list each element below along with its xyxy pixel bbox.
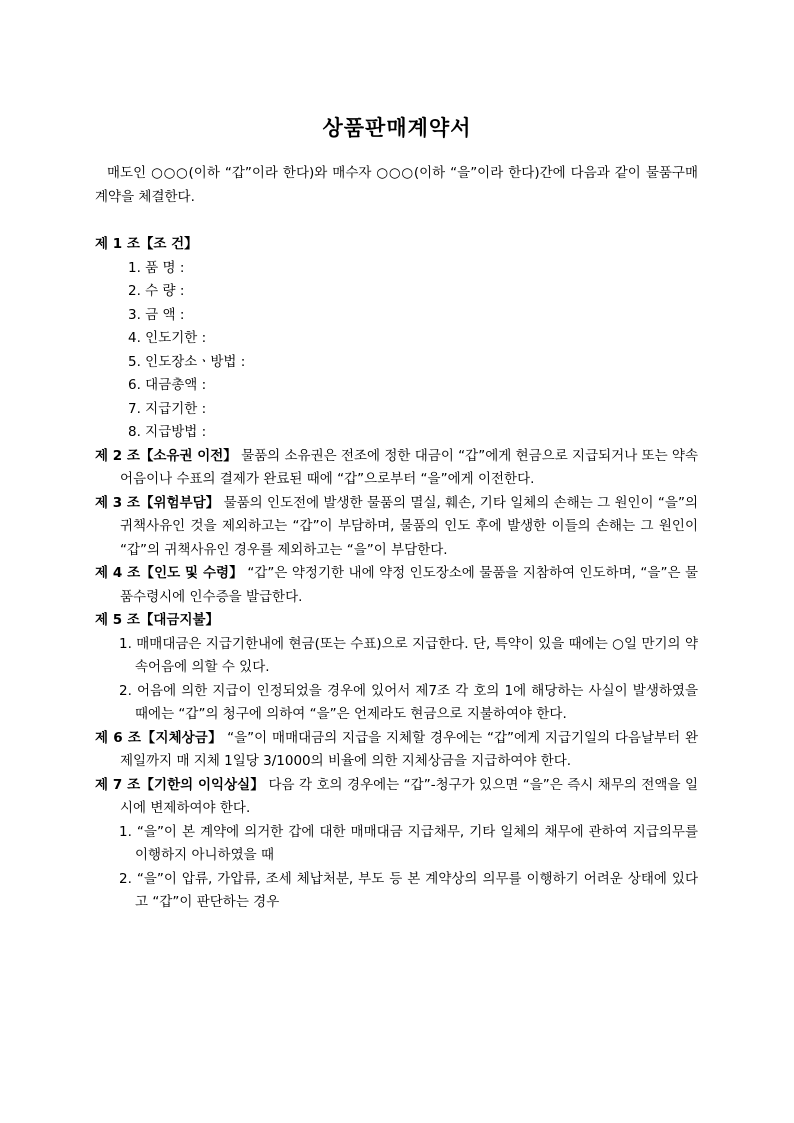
article-text: “갑”은 약정기한 내에 약정 인도장소에 물품을 지참하여 인도하며, “을”은 물품수령시에 인수증을 발급한다. — [120, 565, 699, 605]
article-heading: 제 7 조【기한의 이익상실】 — [95, 776, 265, 793]
list-item: 1. 매매대금은 지급기한내에 현금(또는 수표)으로 지급한다. 단, 특약이 있을 때에는 ○일 만기의 약속어음에 의할 수 있다. — [119, 635, 698, 675]
document-title: 상품판매계약서 — [322, 116, 472, 140]
list-item: 1. 품 명 : — [128, 259, 185, 276]
article-text: 물품의 소유권은 전조에 정한 대금이 “갑”에게 현금으로 지급되거나 또는 약속어음이나 수표의 결제가 완료된 때에 “갑”으로부터 “을”에게 이전한다. — [120, 447, 698, 487]
article-2 — [95, 445, 698, 492]
article-heading: 제 4 조【인도 및 수령】 — [95, 565, 243, 581]
list-item: 2. 수 량 : — [128, 283, 185, 299]
list-item: 1. “을”이 본 계약에 의거한 갑에 대한 매매대금 지급채무, 기타 일체의 채무에 관하여 지급의무를 이행하지 아니하였을 때 — [119, 823, 698, 863]
list-item: 5. 인도장소ㆍ방법 : — [128, 353, 246, 370]
article-heading: 제 2 조【소유권 이전】 — [95, 447, 237, 464]
list-item: 2. “을”이 압류, 가압류, 조세 체납처분, 부도 등 본 계약상의 의무를 이행하기 어려운 상태에 있다고 “갑”이 판단하는 경우 — [119, 870, 698, 910]
article-6 — [95, 727, 698, 774]
article-paragraph — [95, 727, 698, 774]
list-item: 6. 대금총액 : — [128, 377, 207, 393]
article-3 — [95, 492, 698, 563]
list-item: 8. 지급방법 : — [128, 424, 207, 440]
intro-paragraph: 매도인 ○○○(이하 “갑”이라 한다)와 매수자 ○○○(이하 “을”이라 한다)간에 다음과 같이 물품구매계약을 체결한다. — [95, 165, 698, 205]
articles-section — [95, 233, 698, 915]
article-heading: 제 5 조【대금지불】 — [95, 612, 220, 628]
list-item: 3. 금 액 : — [128, 306, 185, 323]
article-paragraph — [95, 774, 698, 821]
article-1 — [95, 233, 698, 445]
article-text: 다음 각 호의 경우에는 “갑”-청구가 있으면 “을”은 즉시 채무의 전액을 일시에 변제하여야 한다. — [120, 776, 698, 816]
article-7 — [95, 774, 698, 915]
article-paragraph — [95, 445, 698, 492]
article-heading: 제 1 조【조 건】 — [95, 236, 198, 252]
article-text: “을”이 매매대금의 지급을 지체할 경우에는 “갑”에게 지급기일의 다음날부터 완제일까지 매 지체 1일당 3/1000의 비율에 의한 지체상금을 지급하여야 한다. — [120, 729, 699, 769]
article-4 — [95, 562, 698, 609]
article-text: 물품의 인도전에 발생한 물품의 멸실, 훼손, 기타 일체의 손해는 그 원인이 “을”의 귀책사유인 것을 제외하고는 “갑”이 부담하며, 물품의 인도 후에 발생한 이들의 손해는 그 원인이 “갑”의 귀책사유인 경우를 제외하고는 “을”이 부담한다. — [120, 494, 698, 558]
list-item: 7. 지급기한 : — [128, 400, 207, 417]
list-item: 2. 어음에 의한 지급이 인정되었을 경우에 있어서 제7조 각 호의 1에 해당하는 사실이 발생하였을 때에는 “갑”의 청구에 의하여 “을”은 언제라도 현금으로 지불하여야 한다. — [119, 682, 698, 722]
list-item: 4. 인도기한 : — [128, 330, 207, 346]
article-paragraph — [95, 492, 698, 563]
article-5 — [95, 609, 698, 727]
article-heading: 제 6 조【지체상금】 — [95, 729, 223, 746]
article-paragraph — [95, 562, 698, 609]
article-heading: 제 3 조【위험부담】 — [95, 494, 220, 511]
